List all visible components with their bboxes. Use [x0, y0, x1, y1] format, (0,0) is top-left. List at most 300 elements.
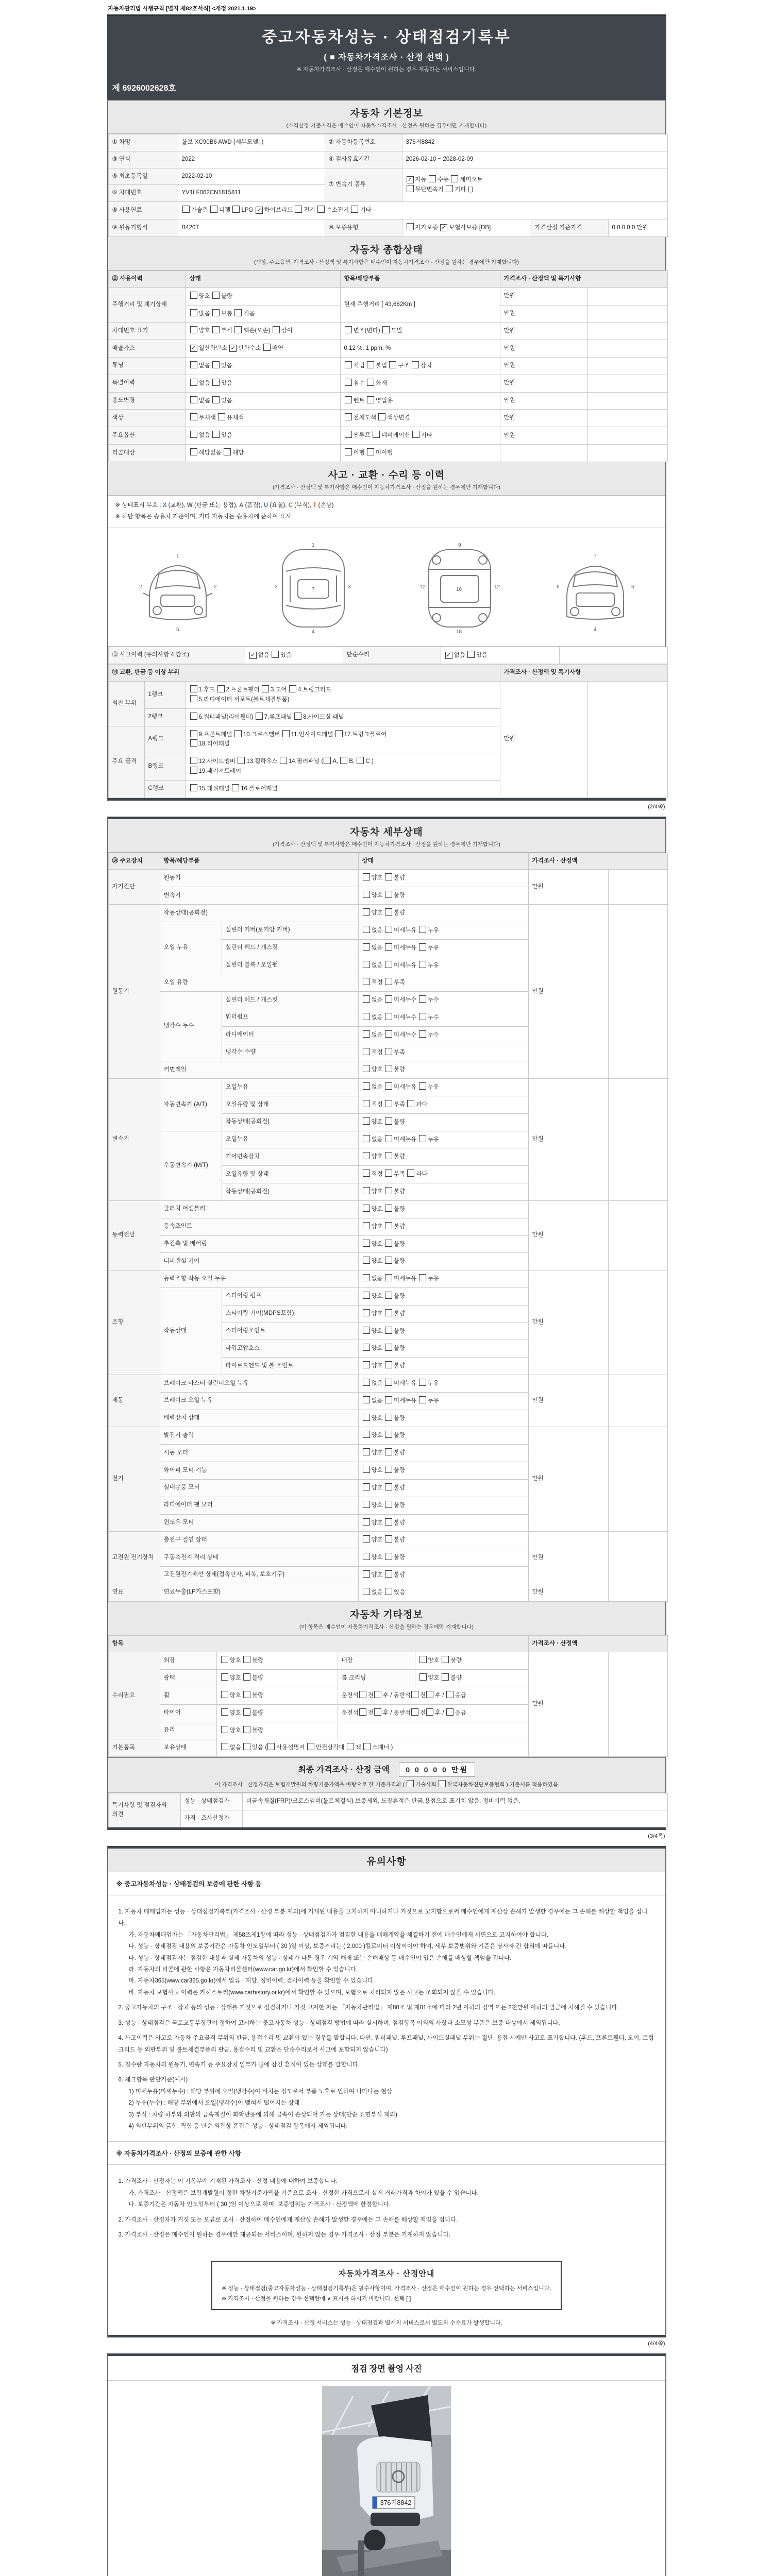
checkbox[interactable] — [385, 1274, 392, 1281]
checkbox[interactable] — [385, 1187, 392, 1194]
table-row — [108, 392, 667, 410]
document-number: 제 6926002628호 — [112, 84, 176, 93]
checkbox[interactable] — [232, 784, 239, 791]
inspector-opinion-table — [108, 1793, 665, 1827]
checkbox[interactable] — [385, 943, 392, 951]
value-cell: 없음 있음 ( 사용설명서 안전삼각대 잭 스패너 ) — [216, 1739, 528, 1757]
checkbox[interactable] — [426, 1708, 433, 1716]
checkbox[interactable] — [439, 1780, 446, 1787]
checkbox[interactable] — [363, 1483, 370, 1490]
checkbox[interactable] — [345, 361, 352, 368]
checkbox[interactable] — [221, 1743, 228, 1750]
header-cell: 가격조사 · 산정액 및 특기사항 — [500, 665, 667, 682]
checkbox[interactable] — [419, 943, 426, 951]
checkbox[interactable] — [363, 1292, 370, 1299]
checkbox[interactable] — [419, 1396, 426, 1403]
checkbox[interactable] — [419, 1656, 427, 1663]
checkbox[interactable] — [335, 730, 343, 737]
value-cell: 없음 있음 — [186, 357, 340, 375]
value-cell: 오일 유량 — [160, 974, 358, 992]
checkbox[interactable] — [385, 961, 392, 968]
checkbox[interactable] — [238, 757, 245, 764]
checkbox[interactable] — [340, 757, 347, 764]
label-cell: ⑩ 보증유형 — [325, 219, 402, 237]
checkbox[interactable] — [363, 978, 370, 985]
checkbox[interactable] — [363, 1361, 370, 1368]
checkbox[interactable] — [385, 1222, 392, 1229]
checkbox[interactable] — [221, 1708, 228, 1716]
checkbox[interactable] — [190, 757, 197, 764]
checkbox[interactable] — [363, 1170, 370, 1177]
notice-line: 마. 자동차365(www.car365.go.kr)에서 압류 · 저당, 정비이력, 검사이력 등을 확인할 수 있습니다. — [128, 1978, 375, 1985]
checkbox[interactable] — [374, 1691, 381, 1698]
notice-body-1 — [108, 1895, 665, 2142]
checkbox-checked[interactable]: ✓ — [256, 207, 263, 214]
checkbox[interactable] — [345, 448, 352, 455]
checkbox[interactable] — [243, 1708, 250, 1716]
value-cell — [608, 1427, 667, 1532]
checkbox[interactable] — [182, 206, 190, 213]
checkbox[interactable] — [363, 1030, 370, 1038]
value-cell: 오일유량 및 상태 — [222, 1166, 358, 1183]
label-cell: 단순수리 — [343, 647, 441, 664]
value-cell — [608, 1532, 667, 1584]
checkbox[interactable] — [363, 1100, 370, 1107]
section-accident-history — [108, 462, 665, 496]
checkbox[interactable] — [419, 995, 426, 1003]
value-cell: 발전기 출력 — [160, 1427, 358, 1445]
checkbox[interactable] — [212, 396, 220, 403]
checkbox[interactable] — [224, 448, 231, 455]
checkbox[interactable] — [363, 926, 370, 933]
checkbox[interactable] — [363, 943, 370, 951]
value-cell: 가격 · 조사산정자 — [180, 1810, 242, 1827]
checkbox[interactable] — [385, 1396, 392, 1403]
checkbox[interactable] — [451, 175, 458, 182]
value-cell: 고전원전기배선 상태(접속단자, 피복, 보호기구) — [160, 1566, 358, 1584]
checkbox[interactable] — [218, 413, 225, 420]
table-row — [108, 870, 667, 887]
checkbox[interactable] — [367, 396, 374, 403]
checkbox[interactable] — [363, 1379, 370, 1386]
checkbox[interactable] — [442, 1673, 449, 1681]
checkbox[interactable] — [262, 685, 269, 692]
checkbox[interactable] — [407, 1170, 414, 1177]
checkbox[interactable] — [345, 379, 352, 386]
label-cell: 주행거리 및 계기상태 — [108, 287, 186, 323]
checkbox[interactable] — [419, 1274, 426, 1281]
checkbox[interactable] — [363, 1274, 370, 1281]
checkbox[interactable] — [324, 757, 331, 764]
checkbox[interactable] — [385, 1152, 392, 1159]
table-row — [108, 287, 667, 305]
label-cell: 자기진단 — [108, 870, 160, 905]
checkbox[interactable] — [385, 1013, 392, 1020]
value-cell: 만원 — [500, 323, 587, 340]
checkbox[interactable] — [273, 326, 280, 333]
checkbox[interactable] — [212, 379, 220, 386]
section-subtitle: (가격조사 · 산정액 및 특기사항은 매수인이 자동차가격조사 · 산정을 원하는 경우에만 기재합니다) — [273, 841, 500, 848]
checkbox[interactable] — [385, 1344, 392, 1351]
checkbox[interactable] — [190, 767, 197, 774]
value-cell: 썬루프 네비게이션 기타 — [340, 427, 500, 445]
checkbox[interactable] — [363, 1344, 370, 1351]
checkbox[interactable] — [363, 1570, 370, 1578]
checkbox[interactable] — [363, 1501, 370, 1508]
final-price-band — [108, 1757, 665, 1793]
checkbox[interactable] — [385, 891, 392, 898]
checkbox[interactable] — [347, 1743, 354, 1750]
value-cell: 만원 — [528, 870, 608, 905]
checkbox[interactable] — [267, 1743, 275, 1750]
section-subtitle: (이 항목은 매수인이 자동차가격조사 · 산정을 원하는 경우에만 기재합니다) — [299, 1623, 474, 1630]
value-cell — [587, 427, 667, 445]
checkbox[interactable] — [243, 1743, 250, 1750]
notice-line: 1. 가격조사 · 산정자는 이 기록부에 기재된 가격조사 · 산정 내용에 대하여 보증합니다. — [118, 2178, 338, 2185]
checkbox[interactable] — [363, 1257, 370, 1264]
checkbox[interactable] — [289, 685, 296, 692]
svg-text:6: 6 — [556, 584, 560, 590]
checkbox[interactable] — [363, 1309, 370, 1316]
checkbox[interactable] — [385, 1100, 392, 1107]
checkbox[interactable] — [272, 651, 279, 658]
svg-text:4: 4 — [593, 626, 597, 633]
checkbox-checked[interactable]: ✓ — [190, 345, 197, 352]
checkbox[interactable] — [385, 1309, 392, 1316]
checkbox[interactable] — [407, 185, 414, 192]
checkbox[interactable] — [385, 1501, 392, 1508]
checkbox[interactable] — [373, 431, 380, 438]
header-cell: ⑬ 교환, 판금 등 이상 부위 — [108, 665, 500, 682]
svg-text:7: 7 — [312, 586, 315, 592]
checkbox[interactable] — [385, 1327, 392, 1334]
notice-line: 3) 부식 : 차량 하부와 외판의 금속재질이 화학반응에 의해 금속이 손상되어 가는 상태(단순 표면부식 제외) — [128, 2111, 397, 2118]
table-row — [108, 682, 667, 709]
checkbox[interactable] — [359, 1708, 366, 1716]
checkbox[interactable] — [419, 1013, 426, 1020]
checkbox[interactable] — [190, 379, 197, 386]
checkbox[interactable] — [363, 1448, 370, 1455]
checkbox[interactable] — [385, 1117, 392, 1125]
checkbox[interactable] — [363, 1082, 370, 1090]
checkbox[interactable] — [389, 361, 396, 368]
checkbox[interactable] — [307, 1743, 314, 1750]
value-cell: 워터펌프 — [222, 1009, 358, 1026]
checkbox[interactable] — [429, 175, 436, 182]
checkbox[interactable] — [385, 1030, 392, 1038]
checkbox[interactable] — [363, 1588, 370, 1595]
checkbox[interactable] — [363, 1743, 371, 1750]
checkbox[interactable] — [407, 223, 414, 230]
state-code-letter: U — [263, 502, 268, 509]
checkbox[interactable] — [363, 1396, 370, 1403]
value-cell: 룸 크리닝 — [338, 1670, 415, 1687]
checkbox[interactable] — [419, 1082, 426, 1090]
checkbox[interactable] — [363, 1013, 370, 1020]
value-cell: 만원 — [500, 427, 587, 445]
checkbox[interactable] — [385, 1466, 392, 1473]
value-cell: 만원 — [500, 305, 587, 323]
checkbox[interactable] — [385, 1170, 392, 1177]
etc-info-table — [108, 1635, 665, 1757]
checkbox[interactable] — [385, 1135, 392, 1142]
checkbox[interactable] — [221, 1691, 228, 1698]
checkbox[interactable] — [385, 1570, 392, 1578]
checkbox[interactable] — [385, 1414, 392, 1421]
value-cell: 만원 — [528, 1375, 608, 1427]
checkbox[interactable] — [385, 1535, 392, 1543]
checkbox[interactable] — [385, 1292, 392, 1299]
value-cell: ✓ 자동 수동 세미오토 무단변속기 기타 ( ) — [402, 168, 667, 202]
checkbox[interactable] — [363, 1535, 370, 1543]
checkbox[interactable] — [385, 995, 392, 1003]
checkbox[interactable] — [345, 396, 352, 403]
checkbox[interactable] — [382, 326, 390, 333]
checkbox[interactable] — [363, 1327, 370, 1334]
checkbox[interactable] — [221, 1726, 228, 1733]
value-cell: YV1LF062CN1815811 — [178, 185, 325, 202]
checkbox[interactable] — [234, 309, 242, 316]
checkbox[interactable] — [412, 361, 419, 368]
checkbox[interactable] — [363, 1222, 370, 1229]
checkbox[interactable] — [234, 326, 242, 333]
checkbox[interactable] — [419, 1673, 427, 1681]
checkbox[interactable] — [446, 1708, 453, 1716]
checkbox[interactable] — [363, 1065, 370, 1072]
checkbox[interactable] — [446, 185, 453, 192]
notice-line: 라. 자동차의 리콜에 관한 사항은 자동차리콜센터(www.car.go.kr)에서 확인할 수 있습니다. — [128, 1966, 358, 1973]
checkbox[interactable] — [419, 1030, 426, 1038]
label-cell: B랭크 — [144, 753, 186, 781]
checkbox[interactable] — [210, 206, 217, 213]
checkbox-checked[interactable]: ✓ — [440, 224, 447, 231]
checkbox[interactable] — [385, 1431, 392, 1438]
checkbox[interactable] — [363, 1205, 370, 1212]
checkbox[interactable] — [363, 1466, 370, 1473]
checkbox[interactable] — [367, 361, 374, 368]
label-cell: ⑦ 변속기 종류 — [325, 168, 402, 202]
checkbox[interactable] — [232, 206, 240, 213]
checkbox[interactable] — [385, 1082, 392, 1090]
checkbox[interactable] — [359, 1691, 366, 1698]
checkbox[interactable] — [363, 961, 370, 968]
checkbox[interactable] — [212, 292, 220, 299]
checkbox[interactable] — [190, 784, 197, 791]
value-cell: 양호 불량 — [358, 1479, 528, 1497]
checkbox[interactable] — [363, 1431, 370, 1438]
value-cell — [608, 870, 667, 905]
checkbox[interactable] — [363, 891, 370, 898]
checkbox[interactable] — [363, 1135, 370, 1142]
section-title: 유의사항 — [366, 1856, 407, 1867]
checkbox[interactable] — [385, 978, 392, 985]
value-cell: 브레이크 오일 누유 — [160, 1392, 358, 1410]
checkbox[interactable] — [419, 961, 426, 968]
checkbox-checked[interactable]: ✓ — [229, 345, 237, 352]
checkbox[interactable] — [221, 1673, 228, 1681]
value-cell: 없음 있음 — [358, 1584, 528, 1601]
label-cell: ③ 연식 — [108, 151, 178, 168]
checkbox[interactable] — [407, 1100, 414, 1107]
value-cell: 작동상태 — [160, 1287, 222, 1375]
checkbox[interactable] — [212, 326, 220, 333]
checkbox[interactable] — [345, 431, 352, 438]
value-cell: 없음 있음 — [186, 375, 340, 392]
checkbox[interactable] — [363, 1240, 370, 1247]
value-cell: 만원 — [500, 340, 587, 358]
checkbox[interactable] — [345, 326, 352, 333]
checkbox[interactable] — [190, 413, 197, 420]
checkbox[interactable] — [385, 1361, 392, 1368]
checkbox[interactable] — [412, 431, 419, 438]
checkbox[interactable] — [212, 431, 220, 438]
checkbox[interactable] — [190, 713, 197, 720]
checkbox[interactable] — [280, 757, 287, 764]
checkbox[interactable] — [282, 730, 290, 737]
checkbox[interactable] — [363, 1117, 370, 1125]
header-cell: ⑭ 주요장치 — [108, 853, 160, 870]
value-cell: 만원 — [528, 1652, 608, 1757]
value-cell: 와이퍼 모터 기능 — [160, 1462, 358, 1480]
checkbox[interactable] — [190, 326, 197, 333]
value-cell: 양호 불량 — [358, 1113, 528, 1131]
checkbox[interactable] — [190, 292, 197, 299]
checkbox[interactable] — [411, 1691, 418, 1698]
svg-text:3: 3 — [275, 584, 278, 590]
checkbox[interactable] — [357, 757, 364, 764]
checkbox[interactable] — [234, 730, 242, 737]
checkbox[interactable] — [442, 1656, 449, 1663]
value-cell: 수동변속기 (M/T) — [160, 1131, 222, 1200]
checkbox[interactable] — [294, 713, 301, 720]
label-cell: A랭크 — [144, 726, 186, 753]
checkbox[interactable] — [190, 309, 197, 316]
checkbox-checked[interactable]: ✓ — [407, 176, 414, 183]
checkbox[interactable] — [363, 1048, 370, 1055]
label-cell: 연료 — [108, 1584, 160, 1601]
checkbox[interactable] — [243, 1726, 250, 1733]
label-cell: 동력전달 — [108, 1200, 160, 1270]
checkbox[interactable] — [190, 730, 197, 737]
checkbox[interactable] — [385, 1257, 392, 1264]
value-cell: 양호 불량 — [358, 1340, 528, 1358]
checkbox[interactable] — [363, 908, 370, 916]
checkbox[interactable] — [363, 1414, 370, 1421]
checkbox[interactable] — [190, 431, 197, 438]
checkbox[interactable] — [243, 1691, 250, 1698]
checkbox[interactable] — [212, 309, 220, 316]
checkbox[interactable] — [190, 361, 197, 368]
value-cell: ✓ 없음 있음 — [245, 647, 343, 664]
notice-line: 2. 중고자동차의 구조 · 장치 등의 성능 · 상태를 거짓으로 점검하거나 거짓 고지한 자는 「자동차관리법」 제80조 및 제81조에 따라 2년 이하의 징역 또는 2천만원 이하의 벌금에 처해질 수 있습니다. — [118, 2005, 619, 2011]
checkbox[interactable] — [243, 1673, 250, 1681]
checkbox[interactable] — [385, 908, 392, 916]
checkbox[interactable] — [363, 1187, 370, 1194]
label-cell: ⑫ 사고이력 (유의사항 4.참조) — [108, 647, 245, 664]
checkbox[interactable] — [212, 361, 220, 368]
checkbox[interactable] — [190, 448, 197, 455]
checkbox[interactable] — [385, 1240, 392, 1247]
value-cell: 오일누유 — [222, 1131, 358, 1148]
checkbox[interactable] — [385, 1379, 392, 1386]
value-cell: 양호 불량 — [358, 1427, 528, 1445]
checkbox[interactable] — [385, 1553, 392, 1560]
checkbox[interactable] — [363, 1518, 370, 1526]
checkbox[interactable] — [190, 695, 197, 702]
checkbox[interactable] — [367, 448, 374, 455]
checkbox[interactable] — [419, 1379, 426, 1386]
checkbox[interactable] — [217, 685, 225, 692]
checkbox[interactable] — [385, 1518, 392, 1526]
checkbox[interactable] — [295, 206, 302, 213]
photo-section-title: 점검 장면 촬영 사진 — [108, 2356, 665, 2381]
checkbox[interactable] — [385, 1588, 392, 1595]
value-cell: 보유상태 — [160, 1739, 216, 1757]
car-diagram-top-icon — [254, 539, 373, 635]
value-cell: 없음 미세누유 누유 — [358, 1079, 528, 1096]
notice-line: 나. 보증기간은 자동차 인도일부터 ( 30 )일 이상으로 하며, 보증범위는 가격조사 · 산정액에 한정합니다. — [128, 2201, 391, 2208]
checkbox[interactable] — [190, 685, 197, 692]
value-cell: 양호 불량 — [358, 1305, 528, 1323]
checkbox[interactable] — [367, 379, 374, 386]
checkbox[interactable] — [256, 713, 263, 720]
checkbox-checked[interactable]: ✓ — [249, 652, 257, 659]
checkbox[interactable] — [467, 651, 475, 658]
checkbox[interactable] — [385, 1448, 392, 1455]
section-title: 자동차 세부상태 — [350, 826, 423, 838]
checkbox[interactable] — [385, 1483, 392, 1490]
value-cell: 만원 — [528, 1079, 608, 1201]
checkbox-checked[interactable]: ✓ — [445, 652, 452, 659]
value-cell: 만원 — [500, 392, 587, 410]
checkbox[interactable] — [385, 873, 392, 880]
checkbox[interactable] — [411, 1708, 418, 1716]
checkbox[interactable] — [363, 873, 370, 880]
checkbox[interactable] — [317, 206, 325, 213]
checkbox[interactable] — [363, 995, 370, 1003]
checkbox[interactable] — [419, 926, 426, 933]
value-cell — [608, 1652, 667, 1757]
value-cell: 양호 불량 — [358, 905, 528, 922]
label-cell: 전기 — [108, 1427, 160, 1532]
value-cell: 디퍼렌셜 기어 — [160, 1253, 358, 1270]
value-cell — [587, 305, 667, 323]
checkbox[interactable] — [363, 1553, 370, 1560]
checkbox[interactable] — [243, 1656, 250, 1663]
checkbox[interactable] — [407, 1780, 414, 1787]
table-row — [108, 1793, 667, 1810]
table-row — [108, 1270, 667, 1288]
checkbox[interactable] — [221, 1656, 228, 1663]
checkbox[interactable] — [345, 413, 352, 420]
checkbox[interactable] — [385, 926, 392, 933]
label-cell: 외판 부위 — [108, 682, 144, 726]
checkbox[interactable] — [385, 1065, 392, 1072]
checkbox[interactable] — [378, 413, 385, 420]
checkbox[interactable] — [263, 344, 271, 351]
checkbox[interactable] — [374, 1708, 381, 1716]
value-cell: 변조(변타) 도말 — [340, 323, 500, 340]
checkbox[interactable] — [385, 1205, 392, 1212]
checkbox[interactable] — [190, 396, 197, 403]
checkbox[interactable] — [385, 1048, 392, 1055]
checkbox[interactable] — [351, 206, 358, 213]
checkbox[interactable] — [426, 1691, 433, 1698]
checkbox[interactable] — [190, 739, 197, 747]
checkbox[interactable] — [446, 1691, 453, 1698]
checkbox[interactable] — [419, 1135, 426, 1142]
checkbox[interactable] — [363, 1152, 370, 1159]
